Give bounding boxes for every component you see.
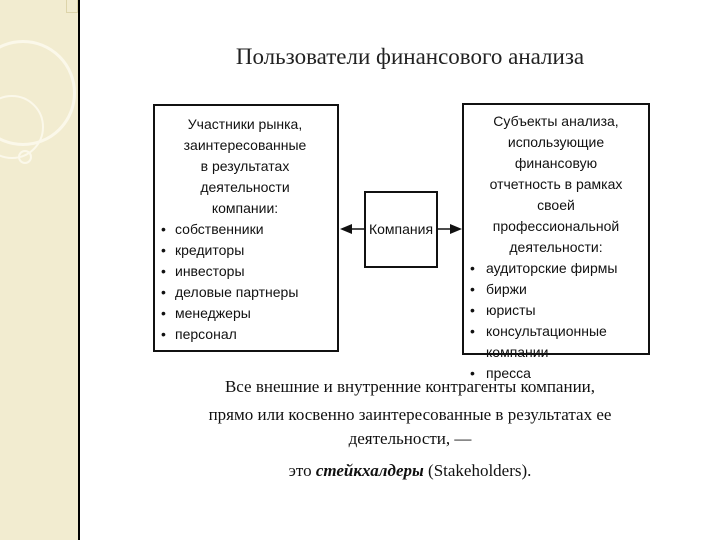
- caption-line: Все внешние и внутренние контрагенты компании,: [224, 377, 596, 396]
- company-box: [364, 191, 438, 268]
- decorative-circle: [18, 150, 32, 164]
- caption-prefix: это: [288, 461, 316, 480]
- list-item: • персонал: [161, 324, 329, 345]
- list-item: • кредиторы: [161, 240, 329, 261]
- market-participants-list: [161, 219, 329, 345]
- company-label: Компания: [368, 221, 434, 237]
- caption-line: деятельности, —: [348, 429, 472, 448]
- analysis-subjects-heading: Субъекты анализа, использующие финансовую отчетность в рамках своей профессиональной деятельности:: [489, 113, 623, 255]
- list-item: • менеджеры: [161, 303, 329, 324]
- stakeholders-term: стейкхалдеры: [315, 461, 424, 480]
- decorative-side-band: [0, 0, 78, 540]
- list-item: • юристы: [470, 300, 642, 321]
- list-item: • пресса: [470, 363, 642, 384]
- list-item: • биржи: [470, 279, 642, 300]
- slide-title: Пользователи финансового анализа: [235, 44, 585, 69]
- band-divider-line: [78, 0, 80, 540]
- list-item: • деловые партнеры: [161, 282, 329, 303]
- list-item: • собственники: [161, 219, 329, 240]
- decorative-tab: [66, 0, 78, 13]
- caption-line: прямо или косвенно заинтересованные в результатах ее: [208, 405, 612, 424]
- list-item: • аудиторские фирмы: [470, 258, 642, 279]
- caption-suffix: (Stakeholders).: [423, 461, 532, 480]
- analysis-subjects-list: [470, 258, 642, 384]
- analysis-subjects-box: [462, 103, 650, 381]
- list-item: • консультационные компании: [470, 321, 642, 363]
- market-participants-box: [153, 104, 339, 352]
- stakeholders-caption: [160, 373, 660, 485]
- list-item: • инвесторы: [161, 261, 329, 282]
- right-arrow: [438, 224, 462, 234]
- left-arrow: [340, 224, 364, 234]
- caption-line: [160, 457, 660, 485]
- market-participants-heading: Участники рынка, заинтересованные в результатах деятельности компании:: [183, 116, 307, 216]
